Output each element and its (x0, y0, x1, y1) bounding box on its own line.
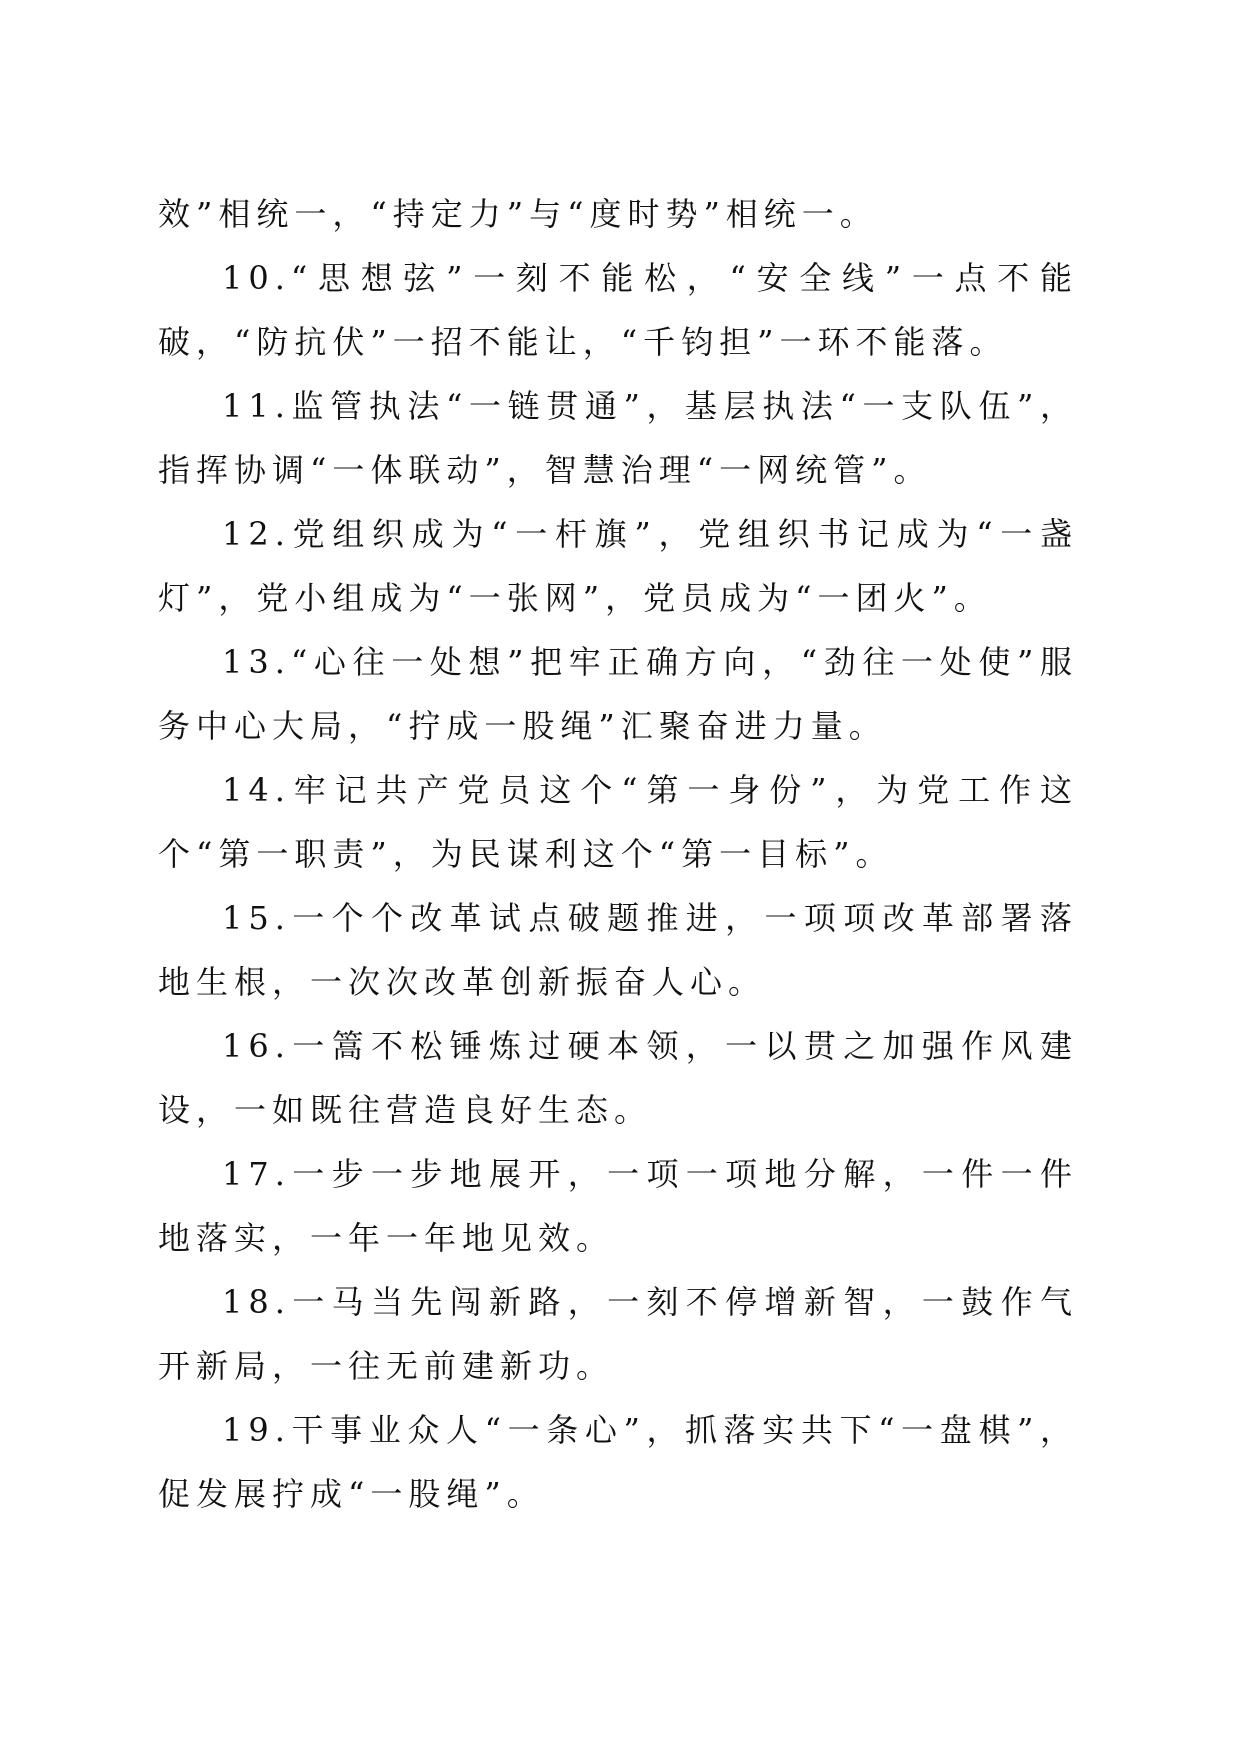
paragraph-item-14: 14.牢记共产党员这个“第一身份”，为党工作这个“第一职责”，为民谋利这个“第一目标”。 (158, 771, 1078, 873)
paragraph-item-15: 15.一个个改革试点破题推进，一项项改革部署落地生根，一次次改革创新振奋人心。 (158, 899, 1078, 1001)
paragraph-item-18: 18.一马当先闯新路，一刻不停增新智，一鼓作气开新局，一往无前建新功。 (158, 1283, 1078, 1385)
paragraph-item-12: 12.党组织成为“一杆旗”，党组织书记成为“一盏灯”，党小组成为“一张网”，党员成为“一团火”。 (158, 515, 1078, 617)
paragraph-item-13: 13.“心往一处想”把牢正确方向，“劲往一处使”服务中心大局，“拧成一股绳”汇聚奋进力量。 (158, 643, 1078, 745)
paragraph-item-19: 19.干事业众人“一条心”，抓落实共下“一盘棋”，促发展拧成“一股绳”。 (158, 1411, 1078, 1513)
paragraph-item-10: 10.“思想弦”一刻不能松，“安全线”一点不能破，“防抗伏”一招不能让，“千钧担”一环不能落。 (158, 259, 1078, 361)
paragraph-item-16: 16.一篙不松锤炼过硬本领，一以贯之加强作风建设，一如既往营造良好生态。 (158, 1027, 1078, 1129)
paragraph-continuation: 效”相统一，“持定力”与“度时势”相统一。 (158, 195, 878, 233)
paragraph-item-17: 17.一步一步地展开，一项一项地分解，一件一件地落实，一年一年地见效。 (158, 1155, 1078, 1257)
document-body (158, 182, 1078, 1526)
paragraph-item-11: 11.监管执法“一链贯通”，基层执法“一支队伍”，指挥协调“一体联动”，智慧治理“一网统管”。 (158, 387, 1078, 489)
